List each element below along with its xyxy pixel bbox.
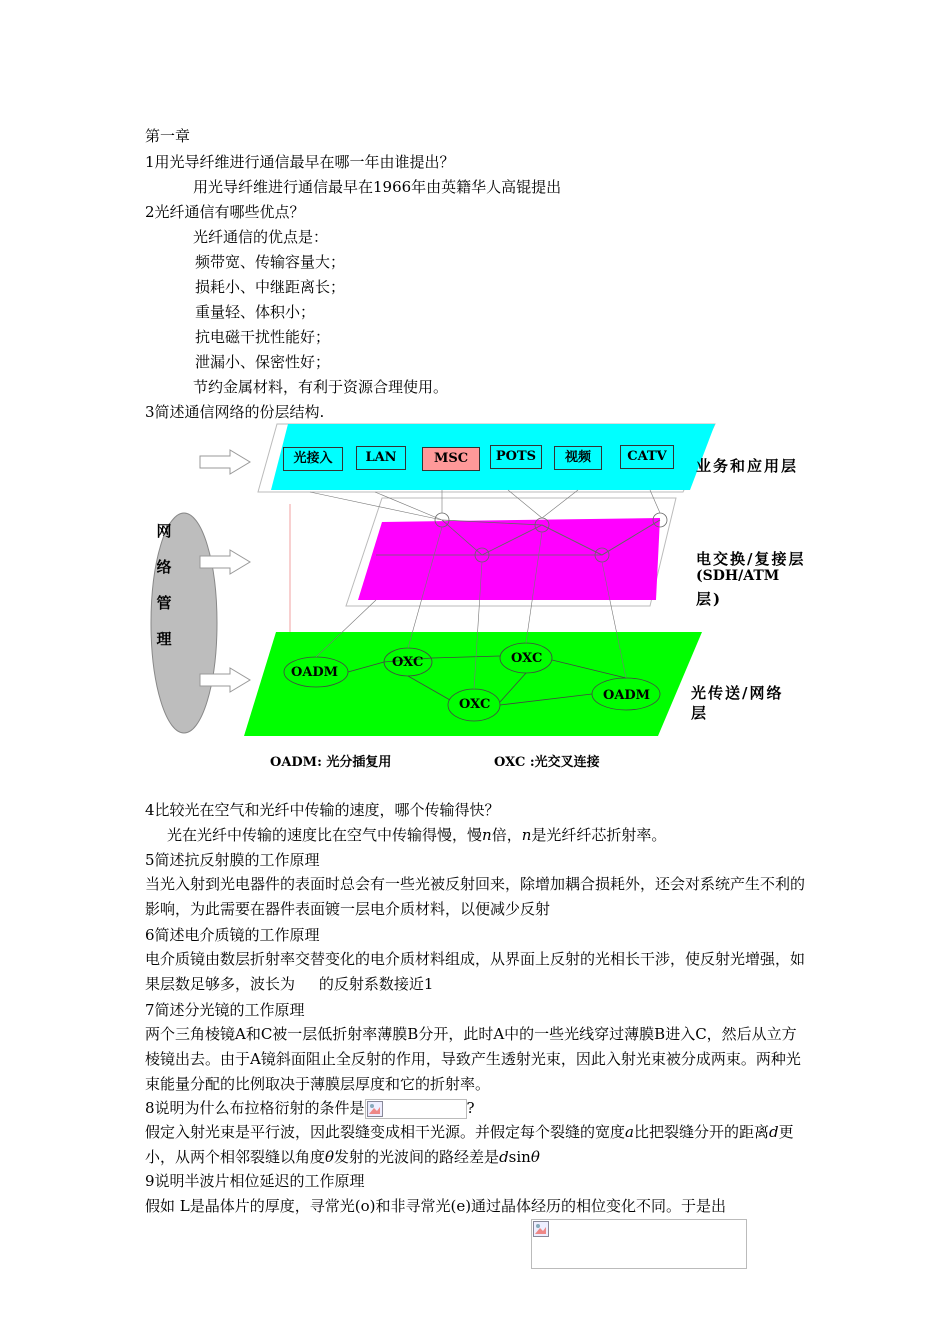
legend-oadm: OADM: 光分插复用: [270, 755, 392, 770]
broken-image-icon: [533, 1221, 549, 1237]
chapter-title: 第一章: [145, 127, 191, 145]
answer-4: [167, 825, 666, 845]
transport-layer: [244, 632, 702, 736]
layer-label-switch-sub: (SDH/ATM: [696, 568, 780, 584]
answer-7: 两个三角棱镜A和C被一层低折射率薄膜B分开，此时A中的一些光线穿过薄膜B进入C，然后从立方棱镜出去。由于A镜斜面阻止全反射的作用，导致产生透射光束，因此入射光束被分成两束。两种光束能量分配的比例取决于薄膜层厚度和它的折射率。: [145, 1025, 801, 1093]
symbol-a: a: [625, 1123, 634, 1141]
question-2: 2光纤通信有哪些优点？: [145, 203, 305, 221]
service-box: 视频: [554, 446, 602, 470]
advantage-item: 节约金属材料，有利于资源合理使用。: [193, 378, 449, 396]
switch-layer: [358, 518, 660, 600]
question-7: 7简述分光镜的工作原理: [145, 1001, 305, 1019]
answer-8-text: 更小，从两个相邻裂缝以角度: [145, 1123, 794, 1166]
symbol-n: n: [482, 826, 492, 844]
question-6: 6简述电介质镜的工作原理: [145, 926, 320, 944]
question-3: 3简述通信网络的份层结构.: [145, 403, 325, 421]
node-oxc: OXC: [511, 651, 543, 666]
formula-image-2: [531, 1219, 747, 1269]
management-ellipse: [151, 513, 217, 733]
layer-label-switch: 电交换/复接层: [696, 550, 806, 568]
node-oxc: OXC: [459, 697, 491, 712]
answer-5: 当光入射到光电器件的表面时总会有一些光被反射回来，除增加耦合损耗外，还会对系统产生不利的影响，为此需要在器件表面镀一层电介质材料，以便减少反射: [145, 875, 806, 918]
symbol-d: d: [499, 1148, 509, 1166]
node-oadm: OADM: [291, 665, 339, 680]
answer-8: [145, 1120, 810, 1170]
symbol-n: n: [521, 826, 532, 844]
symbol-d: d: [768, 1123, 779, 1141]
answer-1: 用光导纤维进行通信最早在1966年由英籍华人高锟提出: [193, 178, 562, 196]
answer-9: 假如 L是晶体片的厚度，寻常光(o)和非寻常光(e)通过晶体经历的相位变化不同。于是出: [145, 1197, 727, 1215]
question-4: 4比较光在空气和光纤中传输的速度，哪个传输得快？: [145, 801, 500, 819]
layer-label-switch-end: 层): [696, 590, 723, 608]
advantage-item: 重量轻、体积小；: [195, 303, 316, 321]
answer-4-text: 光在光纤中传输的速度比在空气中传输得慢，慢: [167, 826, 483, 844]
broken-image-icon: [367, 1101, 383, 1117]
service-box: CATV: [620, 445, 674, 469]
layer-label-transport-end: 层: [691, 704, 709, 722]
management-char: 管: [156, 594, 172, 612]
symbol-theta: θ: [325, 1148, 335, 1166]
question-8-text: 8说明为什么布拉格衍射的条件是: [145, 1099, 365, 1117]
question-5: 5简述抗反射膜的工作原理: [145, 851, 320, 869]
question-8-end: ?: [466, 1099, 475, 1117]
answer-8-text: 发射的光波间的路经差是: [334, 1148, 500, 1166]
answer-2-intro: 光纤通信的优点是：: [193, 228, 329, 246]
question-9: 9说明半波片相位延迟的工作原理: [145, 1172, 365, 1190]
service-box-msc: MSC: [422, 447, 480, 471]
symbol-sin: sin: [508, 1148, 531, 1166]
advantage-item: 抗电磁干扰性能好；: [195, 328, 331, 346]
service-box: POTS: [490, 445, 542, 469]
node-oadm: OADM: [603, 688, 651, 703]
broken-image-frame: [365, 1099, 467, 1119]
legend-oxc: OXC :光交叉连接: [494, 755, 600, 770]
advantage-item: 泄漏小、保密性好；: [195, 353, 331, 371]
answer-8-text: 假定入射光束是平行波，因此裂缝变成相干光源。并假定每个裂缝的宽度: [145, 1123, 626, 1141]
management-char: 网: [156, 522, 172, 540]
formula-image: [365, 1099, 467, 1119]
management-char: 络: [156, 558, 172, 576]
question-1: 1用光导纤维进行通信最早在哪一年由谁提出？: [145, 153, 455, 171]
service-box: 光接入: [283, 447, 343, 471]
service-box: LAN: [356, 446, 406, 470]
management-char: 理: [156, 630, 172, 648]
answer-8-text: 比把裂缝分开的距离: [633, 1123, 769, 1141]
symbol-theta: θ: [530, 1148, 540, 1166]
answer-6: 电介质镜由数层折射率交替变化的电介质材料组成，从界面上反射的光相长干涉，使反射光增强，如果层数足够多，波长为 的反射系数接近1: [145, 950, 806, 993]
advantage-item: 损耗小、中继距离长；: [195, 278, 346, 296]
question-8: [145, 1098, 475, 1119]
layer-label-transport: 光传送/网络: [691, 684, 784, 702]
answer-4-text: 倍，: [491, 826, 522, 844]
advantage-item: 频带宽、传输容量大；: [195, 253, 346, 271]
answer-4-text: 是光纤纤芯折射率。: [531, 826, 667, 844]
network-layer-diagram: [150, 418, 830, 776]
layer-label-service: 业务和应用层: [696, 457, 799, 475]
node-oxc: OXC: [392, 655, 424, 670]
